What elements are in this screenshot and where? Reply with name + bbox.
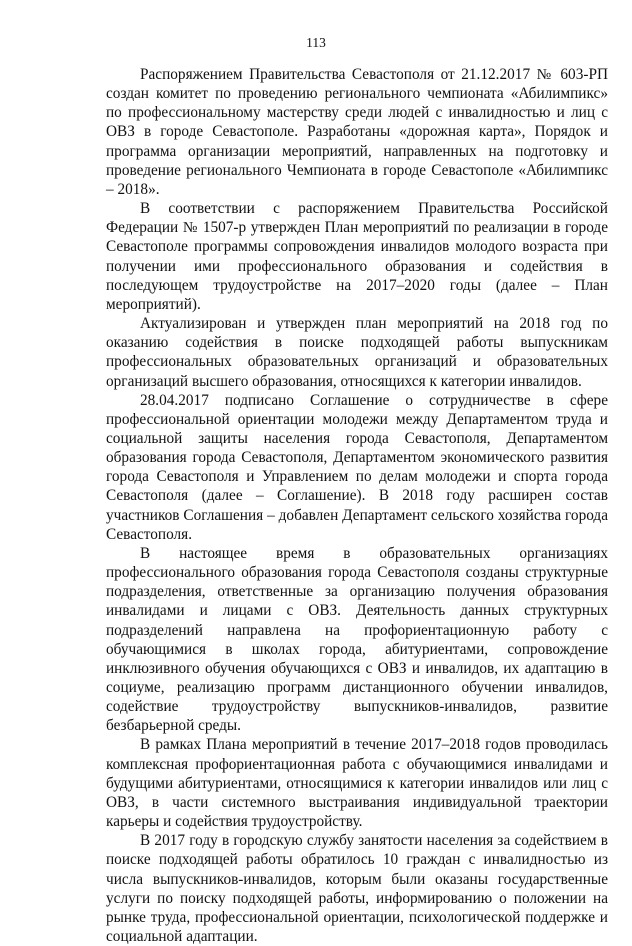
paragraph-sevastopol-order: Распоряжением Правительства Севастополя от 21.12.2017 № 603-РП создан комитет по проведению регионального чемпионата «Абилимпикс» по профессиональному мастерству среди людей с инвалидностью и лиц с ОВЗ в городе Севастополе. Разработаны «дорожная карта», Порядок и программа организации мероприятий, направленных на подготовку и проведение регионального Чемпионата в городе Севастополе «Абилимпикс – 2018». [106,66,608,198]
paragraph-federal-order: В соответствии с распоряжением Правительства Российской Федерации № 1507-р утвержден План мероприятий по реализации в городе Севастополе программы сопровождения инвалидов молодого возраста при получении ими профессионального образования и содействия в последующем трудоустройстве на 2017–2020 годы (далее – План мероприятий). [106,200,608,313]
paragraph-structural-units: В настоящее время в образовательных организациях профессионального образования города Севастополя созданы структурные подразделения, ответственные за организацию получения образования инвалидами и лицами с ОВЗ. Деятельность данных структурных подразделений направлена на профориентационную работу с обучающимися в школах города, абитуриентами, сопровождение инклюзивного обучения обучающихся с ОВЗ и инвалидов, их адаптацию в социуме, реализацию программ дистанционного обучении инвалидов, содействие трудоустройству выпускников-инвалидов, развитие безбарьерной среды. [106,544,608,735]
paragraph-career-guidance: В рамках Плана мероприятий в течение 2017–2018 годов проводилась комплексная профориентационная работа с обучающимися инвалидами и будущими абитуриентами, относящимися к категории инвалидов или лиц с ОВЗ, в части системного выстраивания индивидуальной траектории карьеры и содействия трудоустройству. [106,736,608,831]
document-body [106,65,608,946]
page-number: 113 [306,35,326,50]
paragraph-agreement: 28.04.2017 подписано Соглашение о сотрудничестве в сфере профессиональной ориентации молодежи между Департаментом труда и социальной защиты населения города Севастополя, Департаментом образования города Севастополя, Департаментом экономического развития города Севастополя и Управлением по делам молодежи и спорта города Севастополя (далее – Соглашение). В 2018 году расширен состав участников Соглашения – добавлен Департамент сельского хозяйства города Севастополя. [106,391,608,543]
paragraph-2018-plan: Актуализирован и утвержден план мероприятий на 2018 год по оказанию содействия в поиске подходящей работы выпускникам профессиональных образовательных организаций и образовательных организаций высшего образования, относящихся к категории инвалидов. [106,315,608,390]
paragraph-employment-service: В 2017 году в городскую службу занятости населения за содействием в поиске подходящей работы обратилось 10 граждан с инвалидностью из числа выпускников-инвалидов, которым были оказаны государственные услуги по поиску подходящей работы, информированию о положении на рынке труда, профессиональной ориентации, психологической поддержке и социальной адаптации. [106,832,608,946]
